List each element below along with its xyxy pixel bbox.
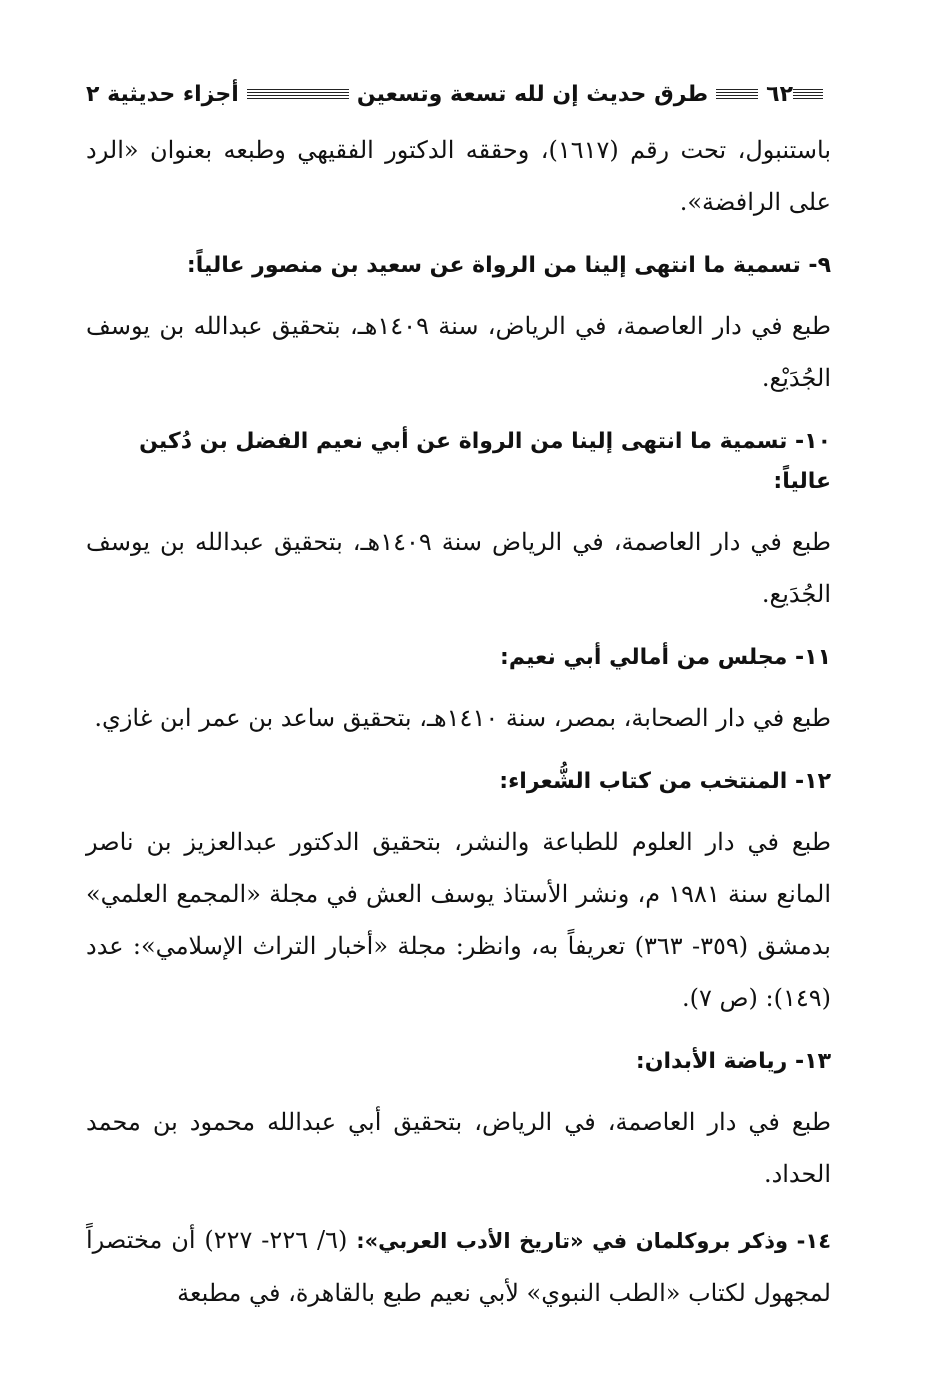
section-heading: ١٣- رياضة الأبدان: bbox=[635, 1049, 831, 1074]
header-rule bbox=[247, 89, 349, 100]
section-heading: ٩- تسمية ما انتهى إلينا من الرواة عن سعيد بن منصور عالياً: bbox=[186, 253, 831, 278]
header-rule-right bbox=[793, 89, 823, 100]
book-title: طرق حديث إن لله تسعة وتسعين bbox=[356, 81, 709, 107]
inline-heading: ١٤- وذكر بروكلمان في «تاريخ الأدب العربي»: bbox=[356, 1229, 832, 1253]
paragraph: طبع في دار العاصمة، في الرياض سنة ١٤٠٩هـ، بتحقيق عبدالله بن يوسف الجُدَيع. bbox=[86, 528, 831, 608]
paragraph: طبع في دار العاصمة، في الرياض، بتحقيق أبي عبدالله محمود بن محمد الحداد. bbox=[86, 1108, 831, 1188]
running-head bbox=[86, 70, 831, 118]
section-heading: ١٠- تسمية ما انتهى إلينا من الرواة عن أبي نعيم الفضل بن دُكين عالياً: bbox=[139, 429, 831, 494]
paragraph-text: (٦/ ٢٢٦- ٢٢٧) أن مختصراً لمجهول لكتاب «الطب النبوي» لأبي نعيم طبع بالقاهرة، في مطبعة bbox=[86, 1226, 831, 1307]
paragraph bbox=[86, 1214, 831, 1319]
paragraph: طبع في دار العاصمة، في الرياض، سنة ١٤٠٩هـ، بتحقيق عبدالله بن يوسف الجُدَيْع. bbox=[86, 312, 831, 392]
page-number: ٦٢ bbox=[766, 81, 793, 107]
paragraph: طبع في دار الصحابة، بمصر، سنة ١٤١٠هـ، بتحقيق ساعد بن عمر ابن غازي. bbox=[94, 704, 831, 732]
paragraph: باستنبول، تحت رقم (١٦١٧)، وحققه الدكتور الفقيهي وطبعه بعنوان «الرد على الرافضة». bbox=[86, 136, 831, 216]
series-title: أجزاء حديثية ٢ bbox=[86, 81, 239, 107]
paragraph: طبع في دار العلوم للطباعة والنشر، بتحقيق الدكتور عبدالعزيز بن ناصر المانع سنة ١٩٨١ م، ونشر الأستاذ يوسف العش في مجلة «المجمع العلمي» بدمشق (٣٥٩- ٣٦٣) تعريفاً به، وانظر: مجلة «أخبار التراث الإسلامي»: عدد (١٤٩): (ص ٧). bbox=[86, 828, 831, 1012]
header-rule bbox=[716, 89, 758, 100]
book-page bbox=[86, 70, 831, 1319]
section-heading: ١٢- المنتخب من كتاب الشُّعراء: bbox=[499, 769, 831, 794]
section-heading: ١١- مجلس من أمالي أبي نعيم: bbox=[500, 645, 831, 670]
